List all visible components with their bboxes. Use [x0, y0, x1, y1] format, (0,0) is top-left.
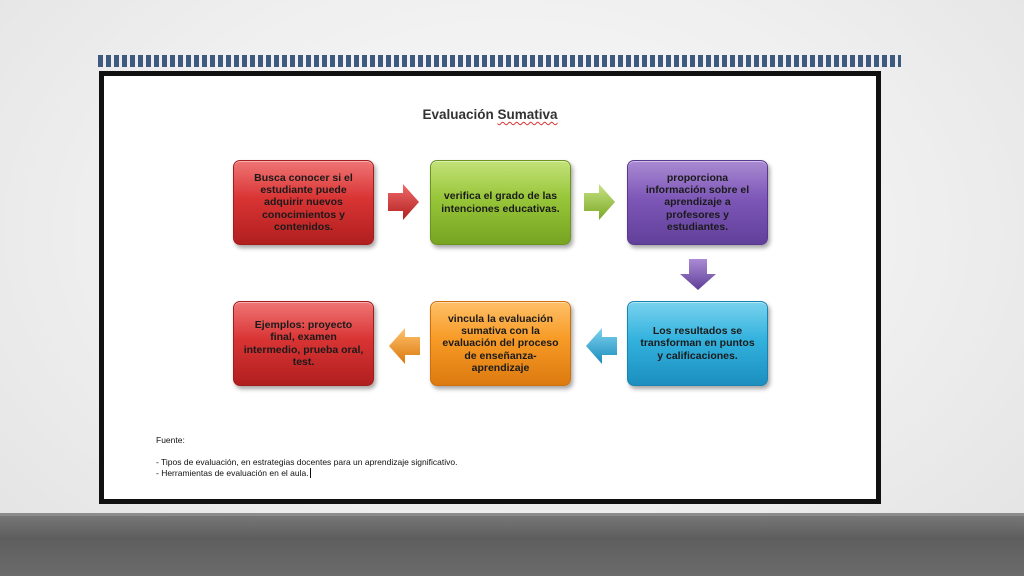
source-line-2: - Herramientas de evaluación en el aula. [156, 468, 309, 479]
box-objective: Busca conocer si el estudiante puede adquirir nuevos conocimientos y contenidos. [233, 160, 374, 245]
source-heading: Fuente: [156, 435, 185, 445]
diagram-frame [99, 71, 881, 504]
arrow-right-icon [584, 184, 616, 220]
text-cursor [310, 468, 311, 478]
arrow-down-icon [680, 259, 716, 291]
source-line-1: - Tipos de evaluación, en estrategias docentes para un aprendizaje significativo. [156, 457, 458, 468]
box-link: vincula la evaluación sumativa con la evaluación del proceso de enseñanza-aprendizaje [430, 301, 571, 386]
source-notes [156, 435, 457, 479]
floor-band [0, 513, 1024, 576]
title-underlined: Sumativa [497, 107, 558, 122]
box-examples: Ejemplos: proyecto final, examen intermedio, prueba oral, test. [233, 301, 374, 386]
title-main: Evaluación [422, 107, 498, 122]
box-verify: verifica el grado de las intenciones educativas. [430, 160, 571, 245]
box-results: Los resultados se transforman en puntos y calificaciones. [627, 301, 768, 386]
arrow-left-icon [586, 328, 618, 364]
arrow-right-icon [388, 184, 420, 220]
diagram-title [104, 107, 876, 122]
box-information: proporciona información sobre el aprendizaje a profesores y estudiantes. [627, 160, 768, 245]
arrow-left-icon [389, 328, 421, 364]
decorative-stripe-bar [98, 55, 901, 67]
